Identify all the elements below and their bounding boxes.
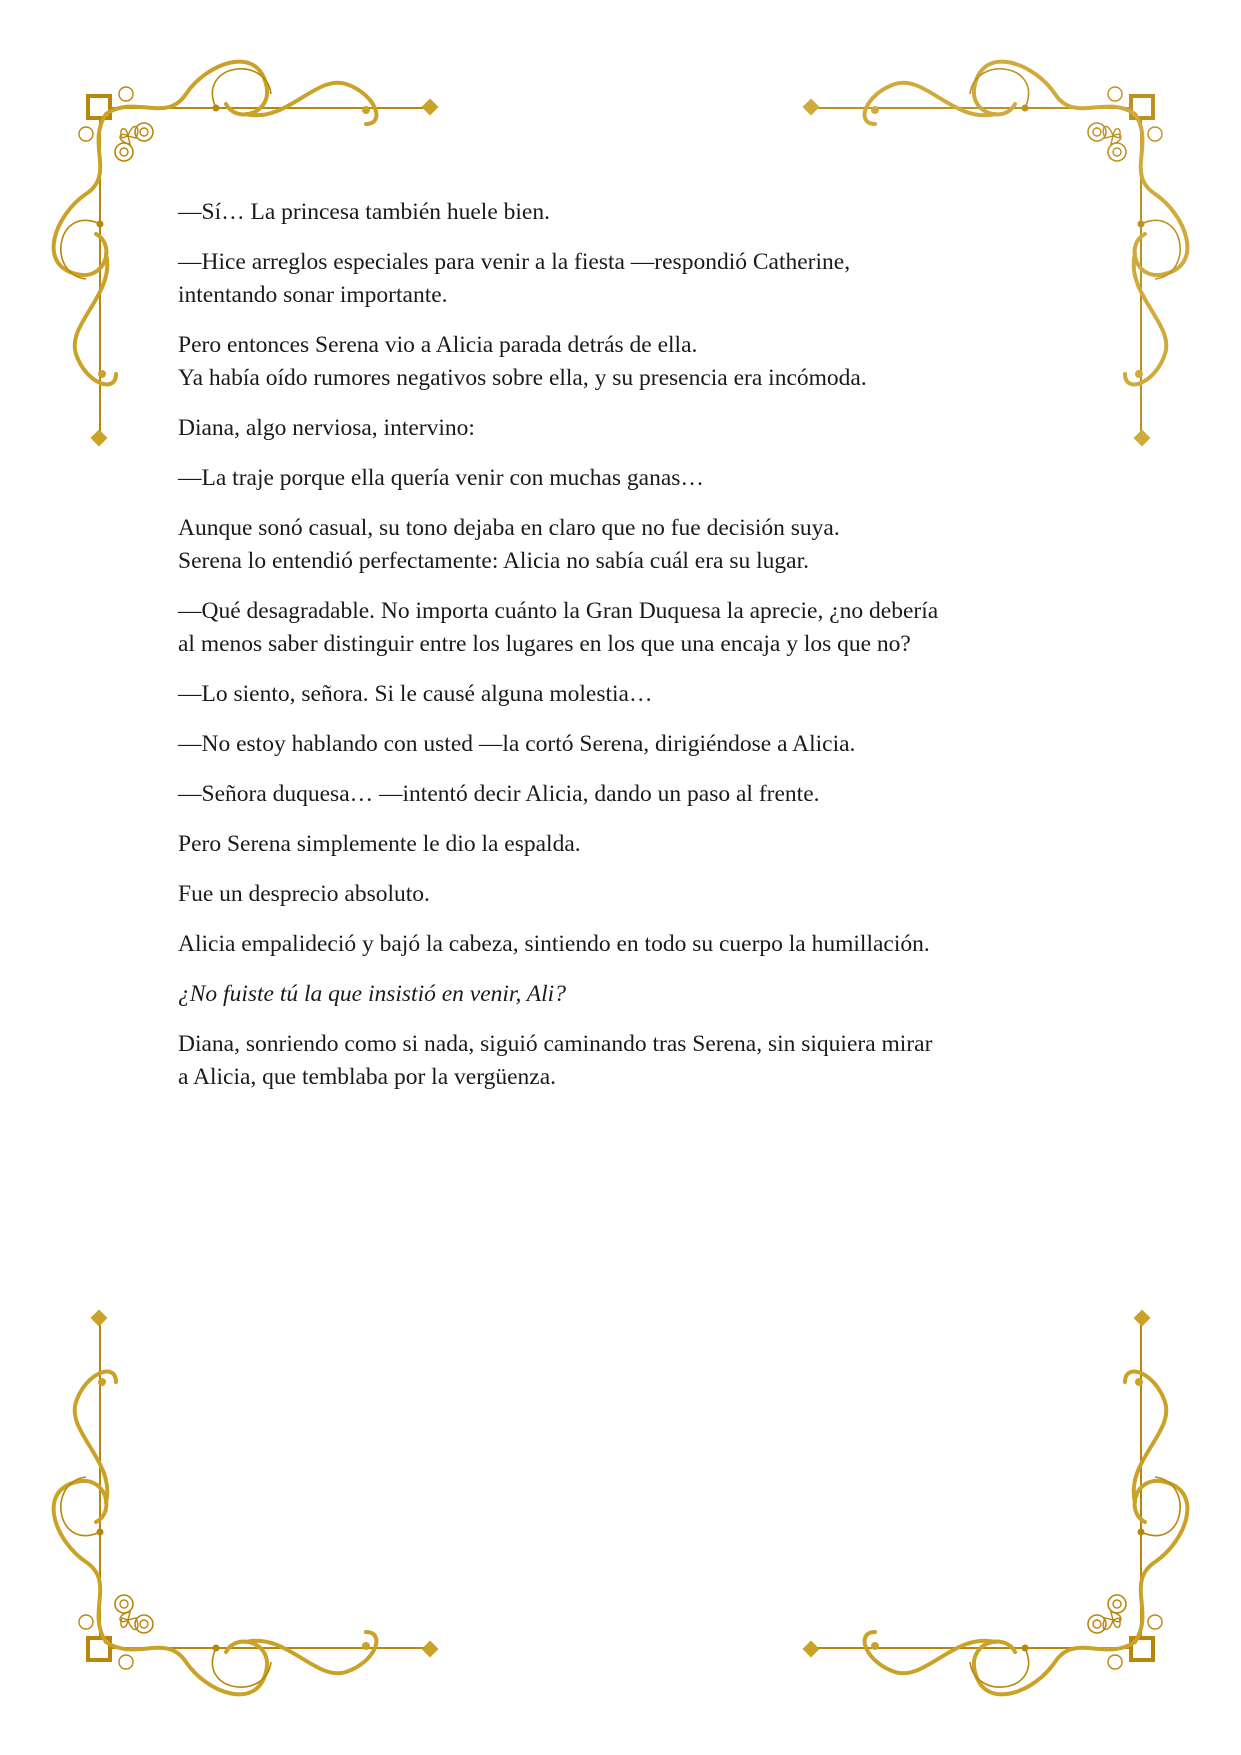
text-line: —Lo siento, señora. Si le causé alguna molestia… <box>178 681 653 707</box>
paragraph <box>178 1028 1078 1094</box>
text-line: —No estoy hablando con usted —la cortó Serena, dirigiéndose a Alicia. <box>178 731 856 757</box>
paragraph <box>178 462 1078 495</box>
text-line: ¿No fuiste tú la que insistió en venir, Ali? <box>178 981 566 1007</box>
text-line: —Sí… La princesa también huele bien. <box>178 199 550 225</box>
text-line: —Señora duquesa… —intentó decir Alicia, dando un paso al frente. <box>178 781 820 807</box>
text-line: Alicia empalideció y bajó la cabeza, sintiendo en todo su cuerpo la humillación. <box>178 931 930 957</box>
text-line: a Alicia, que temblaba por la vergüenza. <box>178 1064 557 1090</box>
text-line: Fue un desprecio absoluto. <box>178 881 430 907</box>
text-line: intentando sonar importante. <box>178 282 448 308</box>
text-line: Aunque sonó casual, su tono dejaba en claro que no fue decisión suya. <box>178 515 840 541</box>
paragraph <box>178 828 1078 861</box>
paragraph <box>178 778 1078 811</box>
text-line: Ya había oído rumores negativos sobre ella, y su presencia era incómoda. <box>178 365 867 391</box>
paragraph <box>178 928 1078 961</box>
paragraph <box>178 595 1078 661</box>
paragraph <box>178 329 1078 395</box>
corner-bottom-right <box>803 1310 1188 1695</box>
paragraph <box>178 246 1078 312</box>
text-line: Pero entonces Serena vio a Alicia parada detrás de ella. <box>178 332 698 358</box>
text-line: —La traje porque ella quería venir con muchas ganas… <box>178 465 704 491</box>
document-body <box>178 196 1078 1111</box>
text-line: Serena lo entendió perfectamente: Alicia no sabía cuál era su lugar. <box>178 548 809 574</box>
text-line: al menos saber distinguir entre los lugares en los que una encaja y los que no? <box>178 631 911 657</box>
text-line: —Hice arreglos especiales para venir a la fiesta —respondió Catherine, <box>178 249 851 275</box>
text-line: Diana, algo nerviosa, intervino: <box>178 415 475 441</box>
paragraph <box>178 196 1078 229</box>
corner-bottom-left <box>54 1310 439 1695</box>
paragraph <box>178 678 1078 711</box>
text-line: Pero Serena simplemente le dio la espalda. <box>178 831 581 857</box>
paragraph <box>178 412 1078 445</box>
paragraph <box>178 512 1078 578</box>
text-line: Diana, sonriendo como si nada, siguió caminando tras Serena, sin siquiera mirar <box>178 1031 933 1057</box>
text-line: —Qué desagradable. No importa cuánto la Gran Duquesa la aprecie, ¿no debería <box>178 598 939 624</box>
paragraph <box>178 978 1078 1011</box>
paragraph <box>178 878 1078 911</box>
paragraph <box>178 728 1078 761</box>
